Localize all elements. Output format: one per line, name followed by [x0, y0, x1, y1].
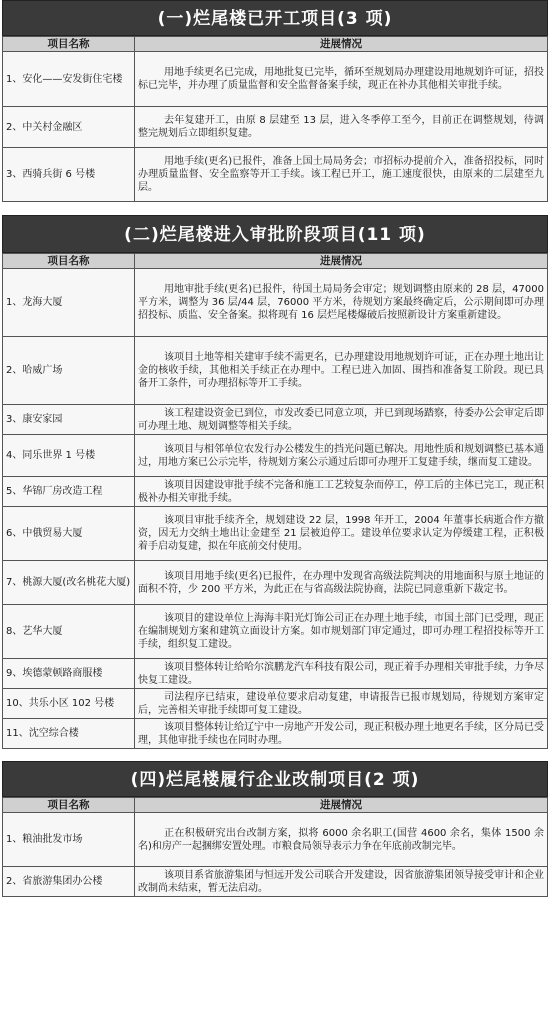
table-header-row	[3, 37, 548, 52]
project-progress: 该项目与相邻单位农发行办公楼发生的挡光问题已解决。用地性质和规划调整已基本通过，用地方案已公示完毕，待规划方案公示通过后即可办理开工复建手续，继而复工建设。	[135, 435, 548, 477]
project-progress: 该项目因建设审批手续不完备和施工工艺较复杂而停工，停工后的主体已完工，现正积极补办相关审批手续。	[135, 477, 548, 507]
table-row	[3, 867, 548, 897]
project-name: 3、康安家园	[3, 405, 135, 435]
project-name: 1、安化——安发街住宅楼	[3, 52, 135, 107]
project-progress: 该项目整体转让给辽宁中一房地产开发公司，现正积极办理土地更名手续，区分局已受理，其他审批手续也在同时办理。	[135, 719, 548, 749]
project-name: 2、省旅游集团办公楼	[3, 867, 135, 897]
table-row	[3, 107, 548, 148]
table-row	[3, 269, 548, 337]
project-name: 1、粮油批发市场	[3, 813, 135, 867]
header-progress: 进展情况	[135, 254, 548, 269]
project-progress: 正在积极研究出台改制方案，拟将 6000 余名职工(国营 4600 余名，集体 1500 余名)和房产一起捆绑安置处理。市粮食局领导表示力争在年底前改制完毕。	[135, 813, 548, 867]
header-project-name: 项目名称	[3, 798, 135, 813]
table-row	[3, 405, 548, 435]
table-row	[3, 507, 548, 561]
header-progress: 进展情况	[135, 37, 548, 52]
project-name: 5、华锦厂房改造工程	[3, 477, 135, 507]
project-table	[2, 797, 548, 897]
table-row	[3, 813, 548, 867]
table-row	[3, 477, 548, 507]
section-gap	[0, 202, 550, 215]
table-row	[3, 689, 548, 719]
project-name: 6、中俄贸易大厦	[3, 507, 135, 561]
header-progress: 进展情况	[135, 798, 548, 813]
project-name: 8、艺华大厦	[3, 605, 135, 659]
table-row	[3, 561, 548, 605]
header-project-name: 项目名称	[3, 254, 135, 269]
project-progress: 用地手续更名已完成，用地批复已完毕，循环至规划局办理建设用地规划许可证，招投标已完毕，并办理了质量监督和安全监督备案手续，现正在补办其他相关审批手续。	[135, 52, 548, 107]
section-gap	[0, 749, 550, 761]
project-name: 1、龙海大厦	[3, 269, 135, 337]
project-table	[2, 36, 548, 202]
project-progress: 司法程序已结束，建设单位要求启动复建，申请报告已报市规划局，待规划方案审定后，完善相关审批手续即可复工建设。	[135, 689, 548, 719]
project-progress: 该项目整体转让给哈尔滨鹏龙汽车科技有限公司，现正着手办理相关审批手续，力争尽快复工建设。	[135, 659, 548, 689]
project-name: 11、沈空综合楼	[3, 719, 135, 749]
table-header-row	[3, 798, 548, 813]
table-row	[3, 52, 548, 107]
section-title: (二)烂尾楼进入审批阶段项目(11 项)	[2, 215, 548, 253]
project-progress: 该项目用地手续(更名)已报件，在办理中发现省高级法院判决的用地面积与原土地证的面积不符，少 200 平方米，为此正在与省高级法院协商，法院已同意重新下裁定书。	[135, 561, 548, 605]
project-name: 10、共乐小区 102 号楼	[3, 689, 135, 719]
section-title: (一)烂尾楼已开工项目(3 项)	[2, 0, 548, 36]
project-name: 2、哈威广场	[3, 337, 135, 405]
header-project-name: 项目名称	[3, 37, 135, 52]
section-approval	[2, 215, 548, 749]
project-progress: 该项目土地等相关建审手续不需更名，已办理建设用地规划许可证，正在办理土地出让金的核收手续，其他相关手续正在办理中。工程已进入加固、围挡和准备复工阶段。现已具备开工条件，可办理招标等开工手续。	[135, 337, 548, 405]
table-row	[3, 605, 548, 659]
table-row	[3, 148, 548, 202]
project-progress: 该工程建设资金已到位，市发改委已同意立项，并已到现场踏察，待委办公会审定后即可办理土地、规划调整等相关手续。	[135, 405, 548, 435]
project-progress: 用地审批手续(更名)已报件，待国土局局务会审定；规划调整由原来的 28 层，47000 平方米，调整为 36 层/44 层，76000 平方米，待规划方案最终确定后，公示期间即可办理招投标、质监、安全备案。拟将现有 16 层烂尾楼爆破后按照新设计方案重新建设。	[135, 269, 548, 337]
project-name: 2、中关村金融区	[3, 107, 135, 148]
project-name: 3、西骑兵街 6 号楼	[3, 148, 135, 202]
section-restructuring	[2, 761, 548, 897]
table-row	[3, 659, 548, 689]
section-started	[2, 0, 548, 202]
project-name: 4、同乐世界 1 号楼	[3, 435, 135, 477]
project-progress: 去年复建开工，由原 8 层建至 13 层，进入冬季停工至今，目前正在调整规划，待调整完规划后立即组织复建。	[135, 107, 548, 148]
project-progress: 该项目系省旅游集团与恒远开发公司联合开发建设，因省旅游集团领导接受审计和企业改制尚未结束，暂无法启动。	[135, 867, 548, 897]
table-row	[3, 337, 548, 405]
section-title: (四)烂尾楼履行企业改制项目(2 项)	[2, 761, 548, 797]
project-name: 9、埃德蒙顿路商服楼	[3, 659, 135, 689]
project-progress: 该项目的建设单位上海海丰阳光灯饰公司正在办理土地手续，市国土部门已受理，现正在编制规划方案和建筑立面设计方案。如市规划部门审定通过，即可办理工程招投标等开工手续，组织复工建设。	[135, 605, 548, 659]
project-table	[2, 253, 548, 749]
project-progress: 该项目审批手续齐全，规划建设 22 层，1998 年开工，2004 年董事长病逝合作方撤资，因无力交纳土地出让金建至 21 层被迫停工。建设单位要求认定为停缓建工程，正积极着手启动复建，拟在年底前交付使用。	[135, 507, 548, 561]
project-progress: 用地手续(更名)已报件，准备上国土局局务会；市招标办提前介入，准备招投标，同时办理质量监督、安全监察等开工手续。该工程已开工，施工速度很快，由原来的二层建至九层。	[135, 148, 548, 202]
table-row	[3, 435, 548, 477]
project-name: 7、桃源大厦(改名桃花大厦)	[3, 561, 135, 605]
table-row	[3, 719, 548, 749]
table-header-row	[3, 254, 548, 269]
